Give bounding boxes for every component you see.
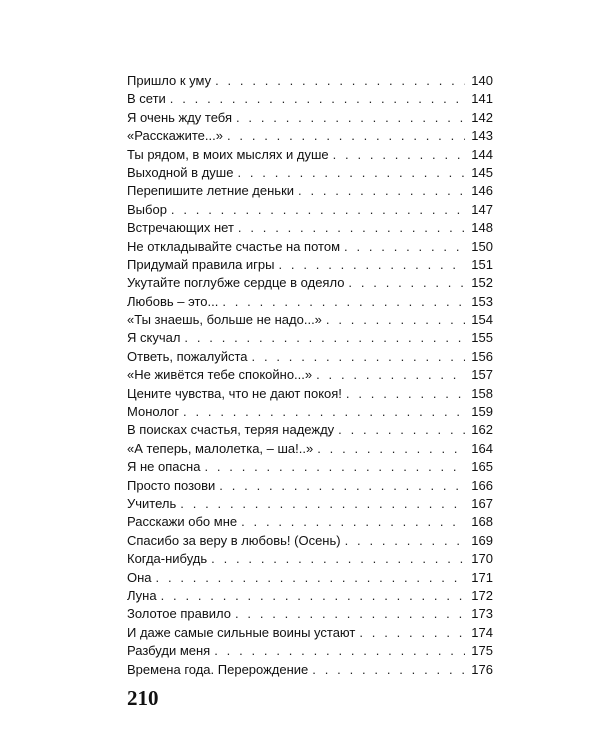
toc-dot-leader [211, 550, 465, 568]
toc-entry [127, 440, 493, 458]
toc-entry-title: «Расскажите...» [127, 128, 223, 144]
toc-entry-title: Встречающих нет [127, 220, 234, 236]
toc-entry-title: Учитель [127, 495, 177, 511]
toc-entry-page: 172 [471, 587, 493, 603]
toc-entry [127, 532, 493, 550]
toc-dot-leader [252, 348, 466, 366]
toc-entry-title: В поисках счастья, теряя надежду [127, 422, 335, 438]
toc-entry [127, 219, 493, 237]
toc-dot-leader [161, 587, 466, 605]
toc-entry-title: Времена года. Перерождение [127, 661, 309, 677]
toc-entry-title: Ты рядом, в моих мыслях и душе [127, 146, 329, 162]
toc-entry [127, 348, 493, 366]
toc-entry [127, 642, 493, 660]
toc-entry [127, 495, 493, 513]
toc-dot-leader [235, 605, 465, 623]
toc-entry-page: 143 [471, 128, 493, 144]
toc-entry-title: «Ты знаешь, больше не надо...» [127, 312, 322, 328]
toc-entry-title: «А теперь, малолетка, – ша!..» [127, 440, 314, 456]
toc-entry [127, 550, 493, 568]
toc-entry-title: Спасибо за веру в любовь! (Осень) [127, 532, 341, 548]
toc-entry [127, 605, 493, 623]
toc-entry [127, 329, 493, 347]
toc-entry-page: 145 [471, 164, 493, 180]
toc-dot-leader [359, 624, 465, 642]
toc-dot-leader [312, 661, 465, 679]
toc-entry-title: В сети [127, 91, 166, 107]
toc-entry [127, 256, 493, 274]
toc-dot-leader [344, 238, 465, 256]
toc-dot-leader [348, 274, 465, 292]
toc-entry [127, 146, 493, 164]
toc-entry-page: 170 [471, 551, 493, 567]
toc-dot-leader [227, 127, 465, 145]
toc-entry-title: Выходной в душе [127, 164, 234, 180]
toc-dot-leader [317, 440, 465, 458]
toc-dot-leader [222, 293, 465, 311]
toc-entry [127, 293, 493, 311]
toc-entry-title: Монолог [127, 404, 180, 420]
toc-entry-page: 144 [471, 146, 493, 162]
toc-entry [127, 569, 493, 587]
toc-entry-title: Укутайте поглубже сердце в одеяло [127, 275, 345, 291]
toc-entry [127, 421, 493, 439]
toc-entry-title: Луна [127, 587, 157, 603]
toc-entry-title: Я очень жду тебя [127, 109, 232, 125]
page-number: 210 [127, 686, 159, 710]
toc-entry [127, 164, 493, 182]
table-of-contents [127, 72, 493, 679]
toc-entry [127, 274, 493, 292]
toc-entry [127, 477, 493, 495]
toc-dot-leader [279, 256, 466, 274]
toc-entry-page: 142 [471, 109, 493, 125]
toc-dot-leader [215, 72, 465, 90]
toc-entry-title: «Не живётся тебе спокойно...» [127, 367, 313, 383]
toc-entry-page: 171 [471, 569, 493, 585]
toc-entry-page: 167 [471, 495, 493, 511]
toc-entry-title: Перепишите летние деньки [127, 183, 295, 199]
toc-entry [127, 72, 493, 90]
toc-dot-leader [346, 385, 465, 403]
toc-entry [127, 311, 493, 329]
toc-entry-title: Просто позови [127, 477, 216, 493]
toc-dot-leader [333, 146, 466, 164]
toc-entry-page: 150 [471, 238, 493, 254]
toc-entry-title: Она [127, 569, 152, 585]
toc-entry [127, 127, 493, 145]
toc-dot-leader [316, 366, 465, 384]
toc-dot-leader [345, 532, 466, 550]
toc-entry-page: 158 [471, 385, 493, 401]
toc-entry [127, 624, 493, 642]
toc-entry-page: 157 [471, 367, 493, 383]
toc-entry [127, 238, 493, 256]
toc-entry-title: Любовь – это... [127, 293, 219, 309]
toc-dot-leader [219, 477, 465, 495]
toc-entry-title: Золотое правило [127, 606, 231, 622]
toc-dot-leader [338, 421, 465, 439]
toc-dot-leader [298, 182, 465, 200]
toc-entry-title: Цените чувства, что не дают покоя! [127, 385, 342, 401]
toc-entry-title: Выбор [127, 201, 167, 217]
toc-entry-page: 141 [471, 91, 493, 107]
toc-entry-page: 154 [471, 312, 493, 328]
toc-entry-title: Ответь, пожалуйста [127, 348, 248, 364]
toc-entry-page: 168 [471, 514, 493, 530]
toc-entry-page: 155 [471, 330, 493, 346]
toc-entry-page: 151 [471, 256, 493, 272]
toc-entry [127, 201, 493, 219]
toc-dot-leader [214, 642, 465, 660]
toc-entry-title: Когда-нибудь [127, 551, 208, 567]
toc-entry-page: 148 [471, 220, 493, 236]
toc-dot-leader [170, 90, 466, 108]
toc-entry [127, 182, 493, 200]
toc-entry-page: 165 [471, 459, 493, 475]
toc-entry-page: 152 [471, 275, 493, 291]
toc-dot-leader [171, 201, 465, 219]
toc-dot-leader [184, 329, 465, 347]
toc-entry-page: 140 [471, 73, 493, 88]
toc-entry-page: 159 [471, 404, 493, 420]
toc-dot-leader [183, 403, 465, 421]
toc-entry-page: 162 [471, 422, 493, 438]
toc-entry-page: 176 [471, 661, 493, 677]
toc-entry-title: Я скучал [127, 330, 181, 346]
toc-dot-leader [180, 495, 465, 513]
toc-dot-leader [236, 109, 465, 127]
toc-entry-page: 175 [471, 643, 493, 659]
toc-entry-page: 173 [471, 606, 493, 622]
toc-entry [127, 403, 493, 421]
toc-dot-leader [326, 311, 465, 329]
toc-entry [127, 458, 493, 476]
toc-entry [127, 109, 493, 127]
toc-entry-title: Расскажи обо мне [127, 514, 238, 530]
toc-dot-leader [156, 569, 466, 587]
toc-entry [127, 385, 493, 403]
toc-entry-title: Я не опасна [127, 459, 201, 475]
toc-entry-page: 166 [471, 477, 493, 493]
toc-entry [127, 90, 493, 108]
toc-entry-title: Придумай правила игры [127, 256, 275, 272]
toc-entry-page: 146 [471, 183, 493, 199]
toc-dot-leader [204, 458, 465, 476]
toc-dot-leader [237, 164, 465, 182]
toc-entry-page: 153 [471, 293, 493, 309]
toc-entry-title: Не откладывайте счастье на потом [127, 238, 341, 254]
toc-entry-page: 164 [471, 440, 493, 456]
toc-dot-leader [241, 513, 465, 531]
toc-entry [127, 366, 493, 384]
toc-entry-title: Разбуди меня [127, 643, 211, 659]
toc-entry-title: И даже самые сильные воины устают [127, 624, 356, 640]
toc-entry-title: Пришло к уму [127, 73, 212, 88]
toc-entry [127, 661, 493, 679]
toc-entry-page: 147 [471, 201, 493, 217]
toc-entry-page: 174 [471, 624, 493, 640]
toc-entry [127, 513, 493, 531]
toc-dot-leader [238, 219, 465, 237]
toc-entry-page: 169 [471, 532, 493, 548]
toc-entry-page: 156 [471, 348, 493, 364]
toc-entry [127, 587, 493, 605]
